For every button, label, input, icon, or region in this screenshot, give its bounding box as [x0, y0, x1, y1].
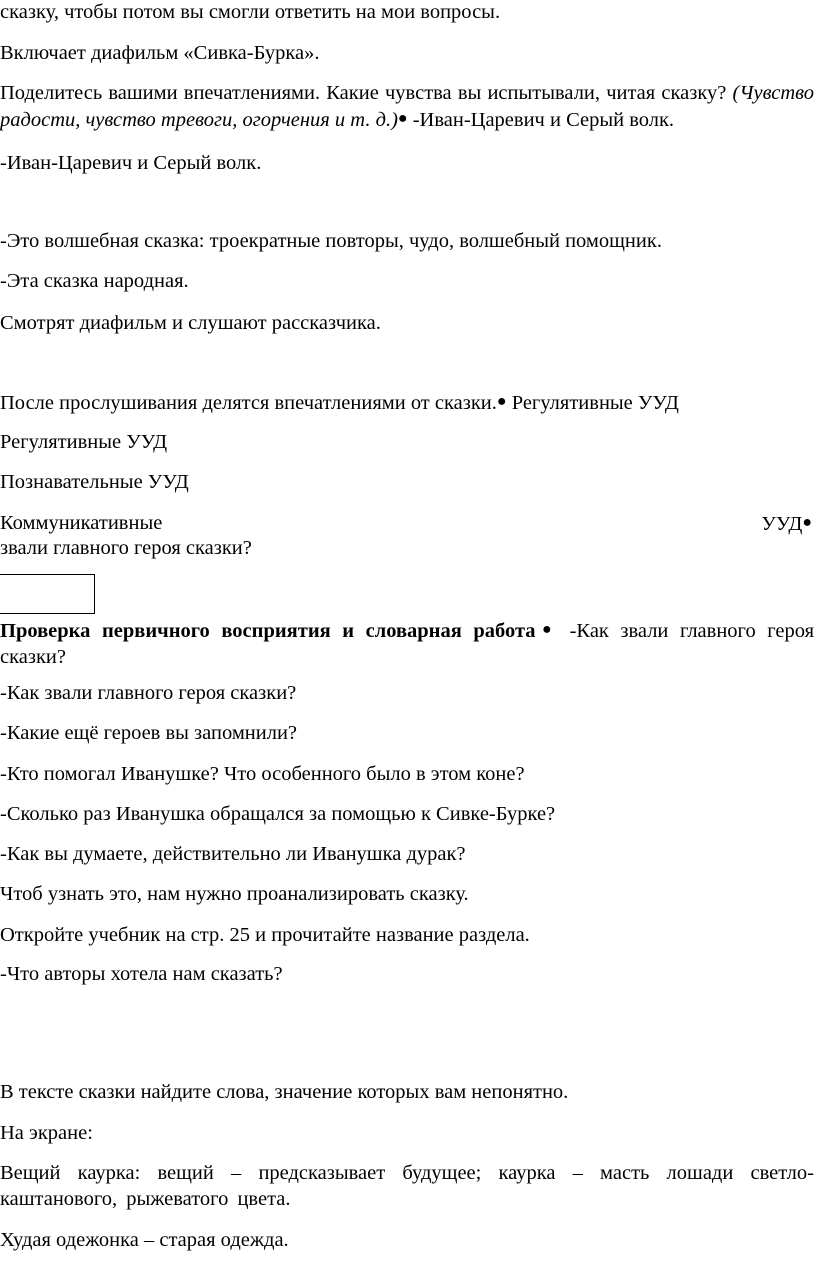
- question-line: -Сколько раз Иванушка обращался за помощью к Сивке-Бурке?: [0, 803, 556, 825]
- text-line: звали главного героя сказки?: [0, 537, 252, 559]
- text-line: Познавательные УУД: [0, 471, 189, 493]
- text-fragment: После прослушивания делятся впечатлениями от сказки.: [0, 392, 497, 414]
- text-fragment: УУД●: [761, 513, 812, 535]
- section-heading-paragraph: [0, 617, 814, 670]
- text-fragment: Коммуникативные: [0, 512, 163, 534]
- text-fragment: -Иван-Царевич и Серый волк.: [412, 109, 675, 131]
- empty-box: [0, 574, 95, 614]
- text-line: [0, 510, 814, 536]
- bullet-icon: ●: [496, 393, 507, 410]
- feelings-answer: (Чувство радости, чувство тревоги, огорчения и т. д.): [0, 82, 815, 131]
- text-line: -Иван-Царевич и Серый волк.: [0, 152, 262, 174]
- bullet-icon: ●: [535, 621, 559, 638]
- question-line: -Как вы думаете, действительно ли Иванушка дурак?: [0, 843, 466, 865]
- vocabulary-definition: Вещий каурка: вещий – предсказывает будущее; каурка – масть лошади светло-каштанового, рыжеватого цвета.: [0, 1162, 814, 1210]
- impressions-question: Поделитесь вашими впечатлениями. Какие чувства вы испытывали, читая сказку?: [0, 82, 727, 104]
- text-fragment: -Как звали главного героя сказки?: [0, 620, 815, 668]
- text-line: [0, 389, 814, 416]
- text-line: Чтоб узнать это, нам нужно проанализировать сказку.: [0, 883, 469, 905]
- text-line: -Эта сказка народная.: [0, 270, 189, 292]
- section-heading: Проверка первичного восприятия и словарная работа: [0, 620, 536, 642]
- text-line: Регулятивные УУД: [0, 431, 168, 453]
- bullet-icon: ●: [397, 110, 408, 127]
- vocabulary-definition: Худая одежонка – старая одежда.: [0, 1229, 289, 1251]
- text-line: Смотрят диафильм и слушают рассказчика.: [0, 312, 381, 334]
- question-line: -Какие ещё героев вы запомнили?: [0, 722, 298, 744]
- text-line: Откройте учебник на стр. 25 и прочитайте название раздела.: [0, 924, 530, 946]
- text-fragment: Регулятивные УУД: [511, 392, 679, 414]
- question-line: -Как звали главного героя сказки?: [0, 682, 297, 704]
- question-line: -Что авторы хотела нам сказать?: [0, 963, 283, 985]
- impressions-paragraph: [0, 80, 814, 133]
- text-line: -Это волшебная сказка: троекратные повторы, чудо, волшебный помощник.: [0, 230, 662, 252]
- text-line: В тексте сказки найдите слова, значение которых вам непонятно.: [0, 1081, 569, 1103]
- text-line: Включает диафильм «Сивка-Бурка».: [0, 42, 320, 64]
- question-line: -Кто помогал Иванушке? Что особенного было в этом коне?: [0, 763, 525, 785]
- text-line: сказку, чтобы потом вы смогли ответить на мои вопросы.: [0, 1, 501, 23]
- bullet-icon: ●: [802, 514, 812, 531]
- text-line: На экране:: [0, 1122, 93, 1144]
